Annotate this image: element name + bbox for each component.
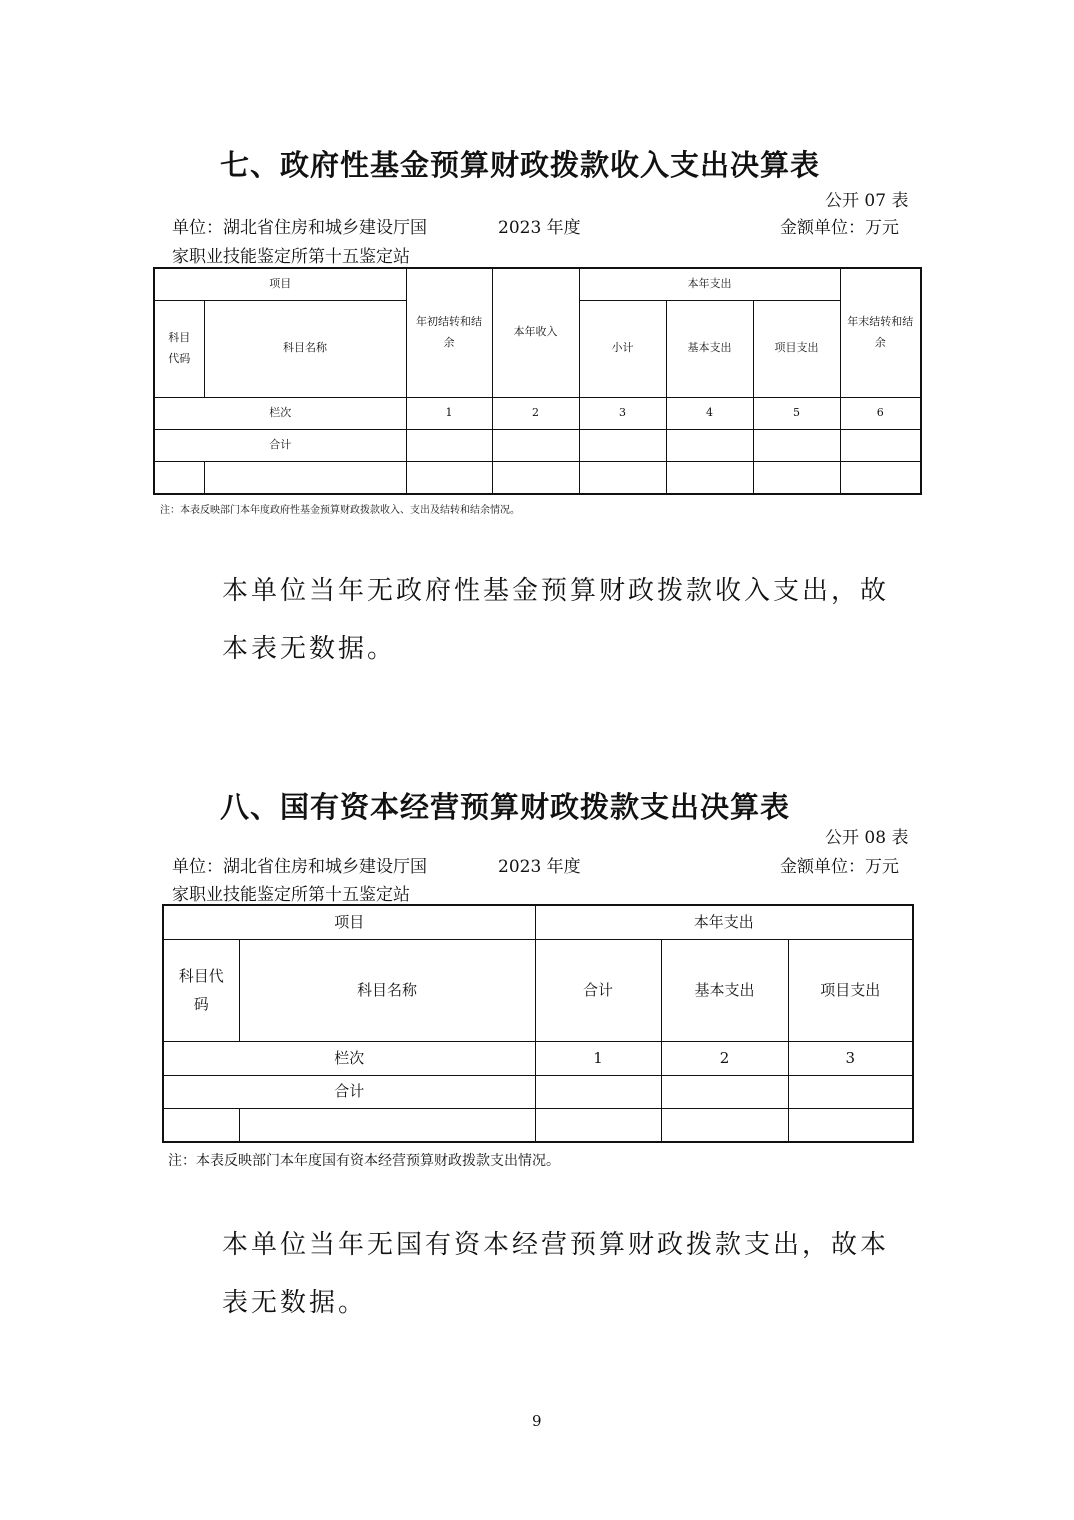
column-number: 6 bbox=[840, 397, 921, 429]
blank-row bbox=[154, 461, 921, 494]
column-number-row bbox=[163, 1041, 913, 1075]
header-begin-balance bbox=[406, 268, 492, 397]
empty-cell bbox=[163, 1108, 239, 1142]
section8-note: 注：本表反映部门本年度国有资本经营预算财政拨款支出情况。 bbox=[168, 1153, 560, 1169]
header-end-balance-text: 年末结转和结余 bbox=[847, 314, 914, 349]
section7-table bbox=[153, 267, 922, 495]
header-name: 科目名称 bbox=[239, 939, 535, 1041]
section8-unit-line1: 单位：湖北省住房和城乡建设厅国 bbox=[172, 857, 427, 877]
section7-year: 2023 年度 bbox=[498, 218, 581, 238]
blank-row bbox=[163, 1108, 913, 1142]
empty-cell bbox=[840, 429, 921, 461]
column-number: 2 bbox=[661, 1041, 788, 1075]
empty-cell bbox=[239, 1108, 535, 1142]
section7-table-code: 公开 07 表 bbox=[825, 191, 909, 211]
header-item: 项目 bbox=[163, 905, 535, 939]
column-number: 4 bbox=[666, 397, 753, 429]
section8-amount-unit: 金额单位：万元 bbox=[780, 857, 899, 877]
column-number: 3 bbox=[788, 1041, 913, 1075]
header-item: 项目 bbox=[154, 268, 406, 300]
empty-cell bbox=[788, 1075, 913, 1108]
header-project: 项目支出 bbox=[753, 300, 840, 397]
section8-table-code: 公开 08 表 bbox=[825, 828, 909, 848]
header-code-text: 科目代码 bbox=[178, 966, 224, 1013]
header-subtotal: 小计 bbox=[579, 300, 666, 397]
empty-cell bbox=[406, 461, 492, 494]
section8-year: 2023 年度 bbox=[498, 857, 581, 877]
section7-statement: 本单位当年无政府性基金预算财政拨款收入支出，故本表无数据。 bbox=[222, 576, 890, 664]
column-number: 1 bbox=[406, 397, 492, 429]
section7-note: 注：本表反映部门本年度政府性基金预算财政拨款收入、支出及结转和结余情况。 bbox=[160, 505, 520, 516]
empty-cell bbox=[579, 429, 666, 461]
empty-cell bbox=[204, 461, 406, 494]
empty-cell bbox=[753, 429, 840, 461]
empty-cell bbox=[154, 461, 204, 494]
header-basic: 基本支出 bbox=[661, 939, 788, 1041]
section7-unit-line2: 家职业技能鉴定所第十五鉴定站 bbox=[172, 247, 410, 267]
section7-title: 七、政府性基金预算财政拨款收入支出决算表 bbox=[220, 148, 821, 182]
empty-cell bbox=[840, 461, 921, 494]
section8-unit-line2: 家职业技能鉴定所第十五鉴定站 bbox=[172, 885, 410, 905]
empty-cell bbox=[666, 461, 753, 494]
empty-cell bbox=[535, 1075, 661, 1108]
header-total: 合计 bbox=[535, 939, 661, 1041]
header-end-balance bbox=[840, 268, 921, 397]
header-income: 本年收入 bbox=[492, 268, 579, 397]
header-expense-group: 本年支出 bbox=[579, 268, 840, 300]
section8-statement: 本单位当年无国有资本经营预算财政拨款支出，故本表无数据。 bbox=[222, 1230, 890, 1318]
page-number: 9 bbox=[532, 1412, 542, 1430]
empty-cell bbox=[666, 429, 753, 461]
header-expense-group: 本年支出 bbox=[535, 905, 913, 939]
column-number: 5 bbox=[753, 397, 840, 429]
empty-cell bbox=[661, 1075, 788, 1108]
empty-cell bbox=[661, 1108, 788, 1142]
section8-table bbox=[162, 904, 914, 1143]
empty-cell bbox=[535, 1108, 661, 1142]
column-number: 1 bbox=[535, 1041, 661, 1075]
header-begin-balance-text: 年初结转和结余 bbox=[416, 314, 482, 349]
header-basic: 基本支出 bbox=[666, 300, 753, 397]
empty-cell bbox=[788, 1108, 913, 1142]
section8-title: 八、国有资本经营预算财政拨款支出决算表 bbox=[220, 790, 791, 824]
header-code bbox=[163, 939, 239, 1041]
empty-cell bbox=[406, 429, 492, 461]
column-number-row bbox=[154, 397, 921, 429]
header-name: 科目名称 bbox=[204, 300, 406, 397]
empty-cell bbox=[492, 461, 579, 494]
column-number: 3 bbox=[579, 397, 666, 429]
section7-unit-line1: 单位：湖北省住房和城乡建设厅国 bbox=[172, 218, 427, 238]
total-row-label: 合计 bbox=[154, 429, 406, 461]
column-row-label: 栏次 bbox=[163, 1041, 535, 1075]
total-row bbox=[163, 1075, 913, 1108]
empty-cell bbox=[579, 461, 666, 494]
empty-cell bbox=[753, 461, 840, 494]
header-project: 项目支出 bbox=[788, 939, 913, 1041]
empty-cell bbox=[492, 429, 579, 461]
total-row-label: 合计 bbox=[163, 1075, 535, 1108]
header-code bbox=[154, 300, 204, 397]
column-number: 2 bbox=[492, 397, 579, 429]
total-row bbox=[154, 429, 921, 461]
header-code-text: 科目代码 bbox=[168, 330, 191, 365]
section7-amount-unit: 金额单位：万元 bbox=[780, 218, 899, 238]
column-row-label: 栏次 bbox=[154, 397, 406, 429]
